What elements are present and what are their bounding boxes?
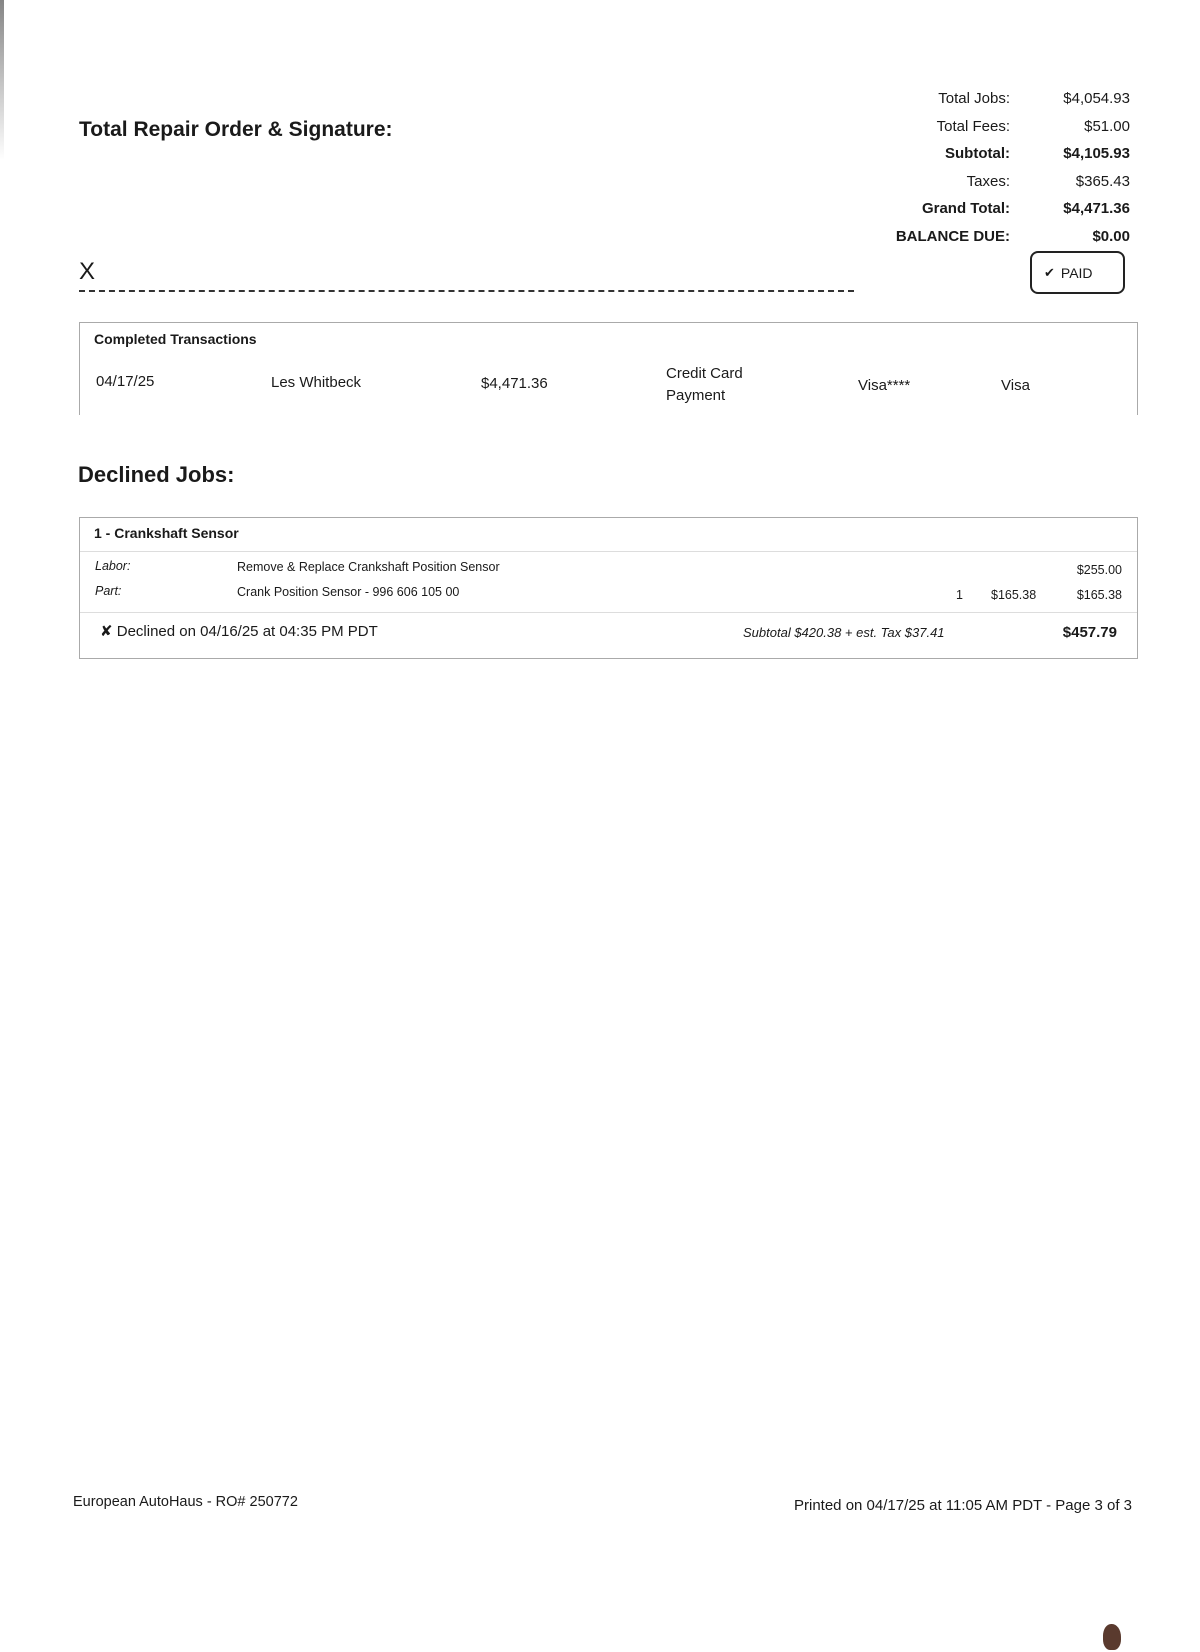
paid-label: PAID	[1060, 264, 1093, 281]
totals-label: Total Fees:	[936, 117, 1010, 135]
part-unit-price: $165.38	[991, 588, 1037, 602]
totals-label: Grand Total:	[921, 200, 1010, 218]
balance-due-row	[860, 223, 1130, 251]
declined-note	[100, 622, 378, 640]
total-fees-row	[860, 113, 1130, 141]
paid-badge	[1030, 251, 1125, 294]
totals-value: $4,471.36	[1063, 200, 1130, 218]
part-description: Crank Position Sensor - 996 606 105 00	[237, 585, 460, 599]
declined-job-title: 1 - Crankshaft Sensor	[94, 525, 239, 541]
checkmark-icon: ✔	[1044, 264, 1055, 280]
labor-type: Labor:	[95, 559, 131, 573]
totals-label: Subtotal:	[945, 145, 1010, 163]
transaction-method-line1: Credit Card	[666, 365, 743, 382]
totals-label: Taxes:	[966, 172, 1010, 190]
totals-value: $0.00	[1092, 227, 1130, 245]
footer-printed-info: Printed on 04/17/25 at 11:05 AM PDT - Page 3 of 3	[794, 1497, 1132, 1514]
labor-description: Remove & Replace Crankshaft Position Sensor	[237, 560, 500, 574]
totals-value: $4,054.93	[1063, 90, 1130, 108]
divider	[80, 551, 1137, 552]
transactions-title: Completed Transactions	[94, 331, 257, 347]
totals-value: $365.43	[1075, 172, 1130, 190]
scan-smudge	[1103, 1624, 1121, 1650]
transaction-date: 04/17/25	[96, 373, 155, 390]
part-type: Part:	[95, 584, 122, 598]
transaction-card-type: Visa	[1001, 377, 1030, 394]
page-title: Total Repair Order & Signature:	[79, 118, 393, 141]
scan-artifact	[0, 0, 4, 160]
transaction-name: Les Whitbeck	[271, 374, 362, 391]
taxes-row	[860, 168, 1130, 196]
completed-transactions-box	[79, 322, 1138, 415]
declined-jobs-heading: Declined Jobs:	[78, 462, 235, 487]
footer-ro-number: European AutoHaus - RO# 250772	[73, 1494, 298, 1510]
transaction-card: Visa****	[858, 377, 911, 394]
signature-mark: X	[79, 258, 96, 285]
subtotal-row	[860, 140, 1130, 168]
declined-x-icon: ✘	[100, 623, 113, 640]
transaction-amount: $4,471.36	[481, 375, 548, 392]
transaction-method-line2: Payment	[666, 387, 726, 404]
totals-value: $4,105.93	[1063, 145, 1130, 163]
declined-job-box	[79, 517, 1138, 659]
totals-value: $51.00	[1084, 117, 1130, 135]
part-qty: 1	[956, 588, 963, 602]
grand-total-row	[860, 195, 1130, 223]
declined-job-total: $457.79	[1062, 624, 1117, 641]
part-total: $165.38	[1076, 588, 1122, 602]
declined-subtotal: Subtotal $420.38 + est. Tax $37.41	[743, 625, 945, 640]
divider	[80, 612, 1137, 613]
total-jobs-row	[860, 85, 1130, 113]
totals-label: BALANCE DUE:	[895, 227, 1010, 245]
totals-label: Total Jobs:	[938, 90, 1010, 108]
totals-summary	[860, 85, 1130, 250]
signature-line	[79, 290, 854, 292]
labor-total: $255.00	[1076, 563, 1122, 577]
declined-text: Declined on 04/16/25 at 04:35 PM PDT	[116, 623, 378, 640]
